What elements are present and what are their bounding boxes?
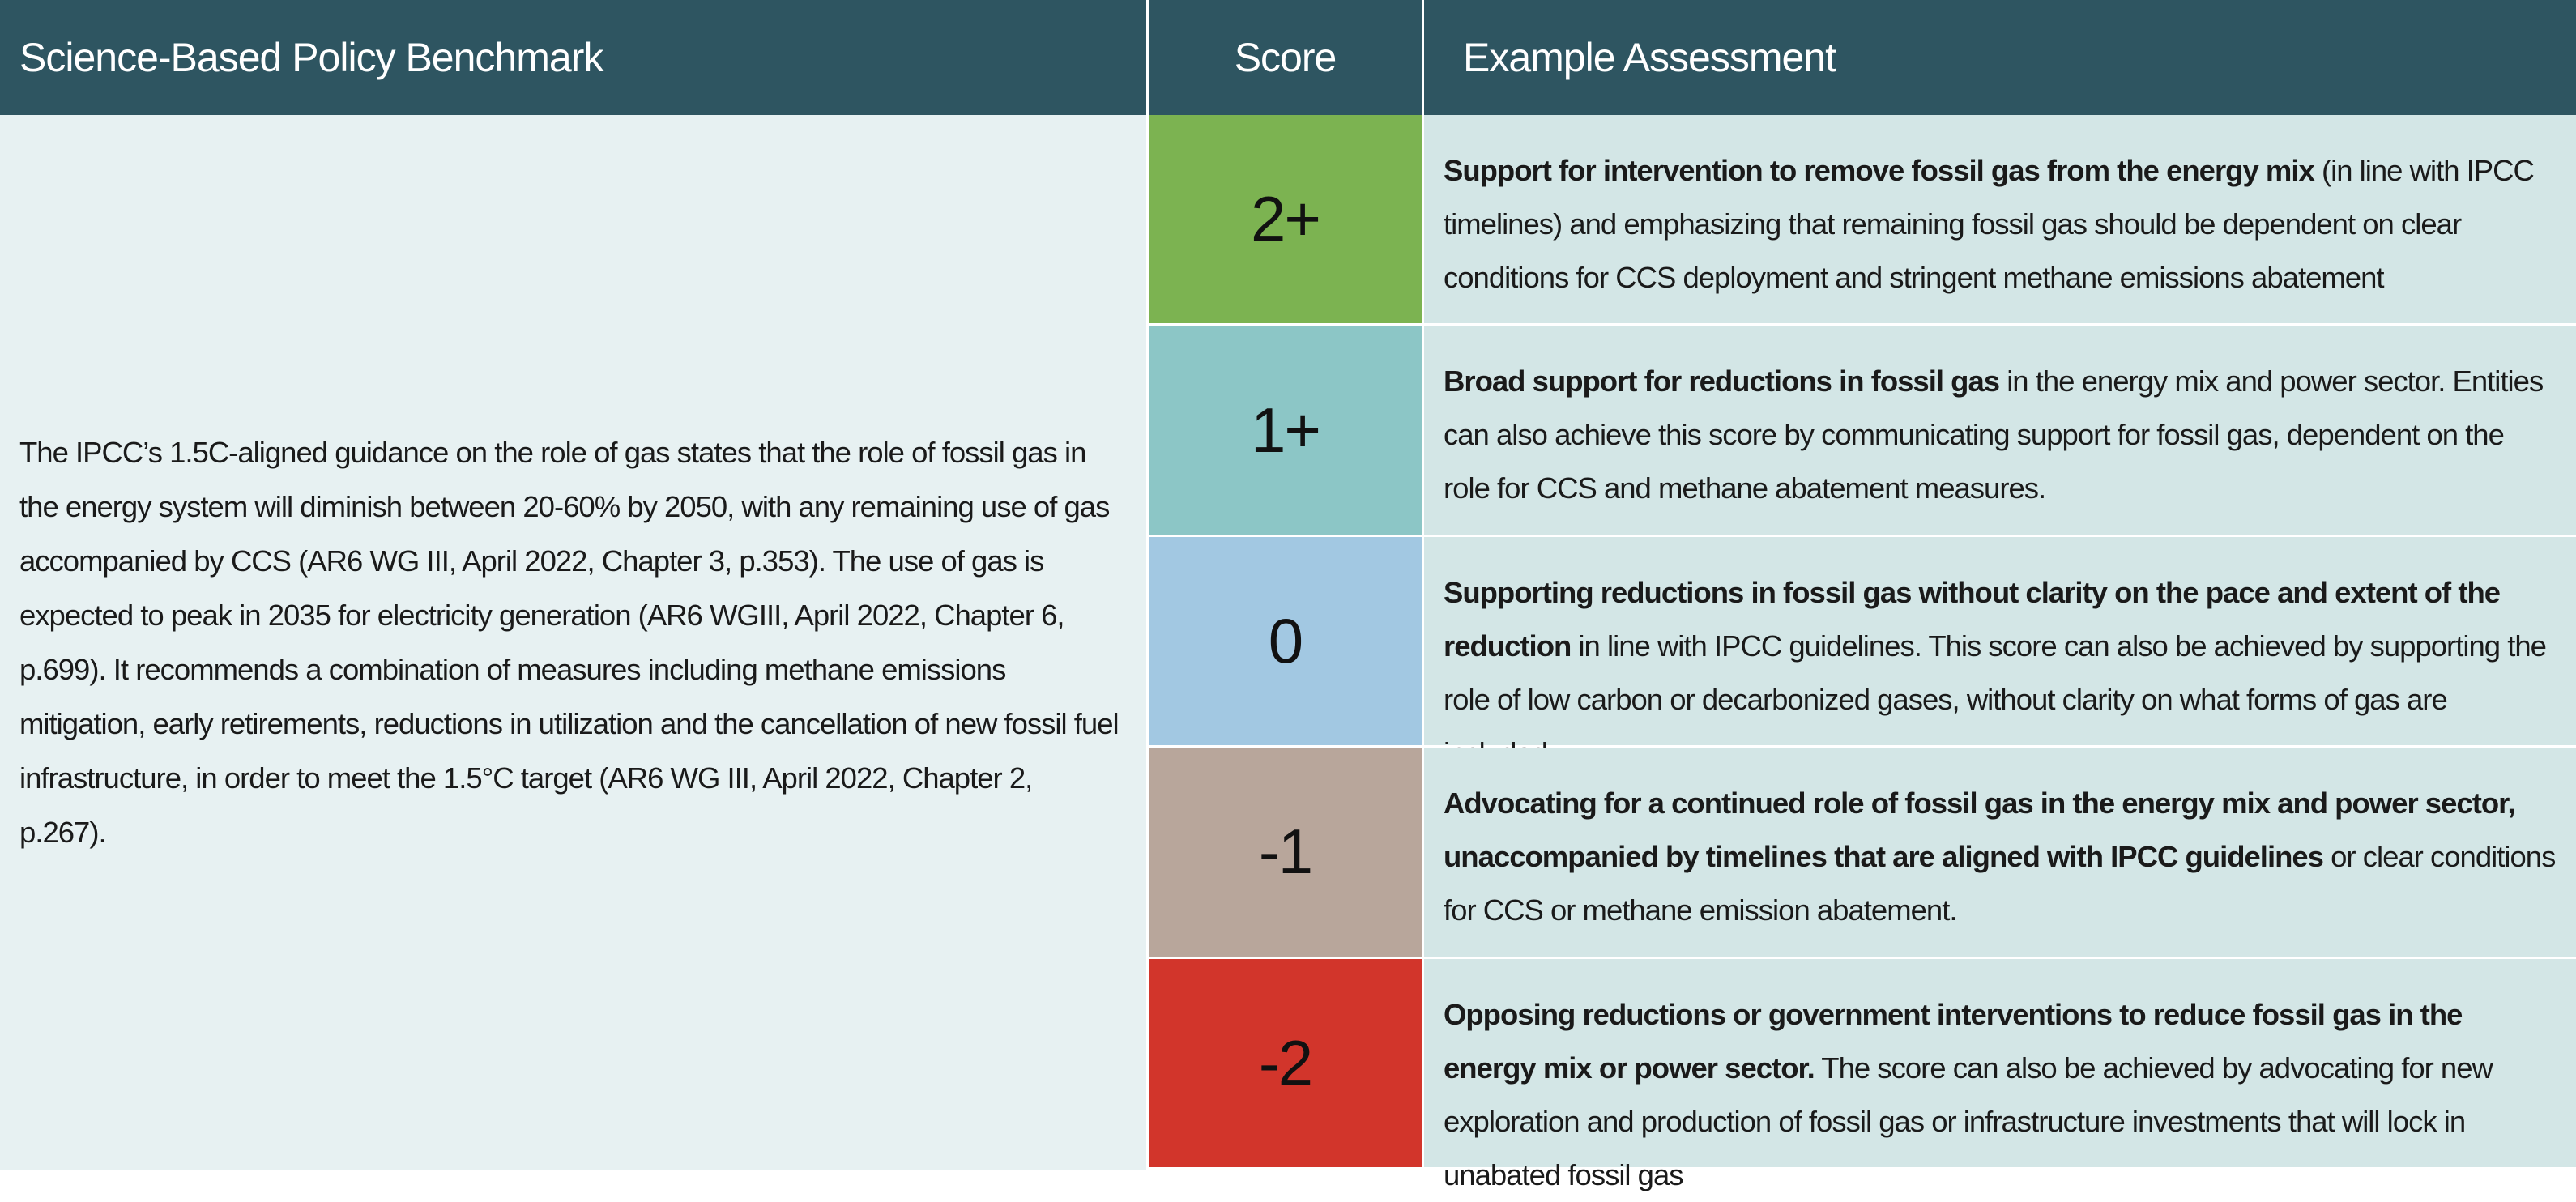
- score-cell: [1149, 959, 1424, 1170]
- score-value: 0: [1268, 604, 1303, 676]
- header-benchmark: Science-Based Policy Benchmark: [0, 0, 1149, 115]
- score-cell: [1149, 115, 1424, 326]
- assessment-cell: [1424, 326, 2576, 536]
- assessment-text: [1444, 355, 2557, 515]
- assessment-bold: Supporting reductions in fossil gas without clarity on the pace and extent of the reduction: [1444, 575, 2501, 663]
- assessment-bold: Opposing reductions or government interventions to reduce fossil gas in the energy mix or power sector.: [1444, 997, 2463, 1085]
- score-cell: [1149, 748, 1424, 958]
- assessment-bold: Broad support for reductions in fossil gas: [1444, 364, 2000, 399]
- assessment-cell: [1424, 537, 2576, 748]
- assessment-text: [1444, 777, 2557, 937]
- assessment-cell: [1424, 115, 2576, 326]
- score-cell: [1149, 326, 1424, 536]
- score-cell: [1149, 537, 1424, 748]
- header-assessment: Example Assessment: [1424, 0, 2576, 115]
- assessment-cell: [1424, 959, 2576, 1191]
- assessment-rest: in the energy mix and power sector. Entities can also achieve this score by communicating support for fossil gas, dependent on the role for CCS and methane abatement measures.: [1444, 364, 2544, 505]
- benchmark-cell: [0, 115, 1149, 1170]
- assessment-rest: The score can also be achieved by advocating for new exploration and production of fossil gas or infrastructure investments that will lock in unabated fossil gas: [1444, 1051, 2493, 1191]
- score-value: 1+: [1251, 394, 1320, 466]
- assessment-bold: Advocating for a continued role of fossil gas in the energy mix and power sector, unaccompanied by timelines that are aligned with IPCC guidelines: [1444, 786, 2515, 874]
- assessment-rest: or clear conditions for CCS or methane emission abatement.: [1444, 840, 2556, 927]
- score-value: -2: [1258, 1026, 1312, 1098]
- assessment-rest: in line with IPCC guidelines. This score can also be achieved by supporting the role of low carbon or decarbonized gases, without clarity on what forms of gas are: [1444, 629, 2546, 716]
- assessment-cell: [1424, 748, 2576, 958]
- score-value: -1: [1258, 816, 1312, 888]
- assessment-text: [1444, 144, 2557, 305]
- header-score: Score: [1149, 0, 1424, 115]
- assessment-bold: Support for intervention to remove fossil gas from the energy mix: [1444, 154, 2314, 187]
- score-value: 2+: [1251, 183, 1320, 255]
- benchmark-text: The IPCC’s 1.5C-aligned guidance on the role of gas states that the role of fossil gas in the energy system will diminish between 20-60% by 2050, with any remaining use of gas accompanied by CCS (AR6 WG III, April 2022, Chapter 3, p.353). The use of gas is expected to peak in 2035 for electricity generation (AR6 WGIII, April 2022, Chapter 6, p.699). It recommends a combination of measures including methane emissions mitigation, early retirements, reductions in utilization and the cancellation of new fossil fuel infrastructure, in order to meet the 1.5°C target (AR6 WG III, April 2022, Chapter 2, p.267).: [19, 435, 1119, 849]
- assessment-rest: (in line with IPCC timelines) and emphasizing that remaining fossil gas should be dependent on clear conditions for CCS deployment and stringent methane emissions abatement: [1444, 154, 2534, 294]
